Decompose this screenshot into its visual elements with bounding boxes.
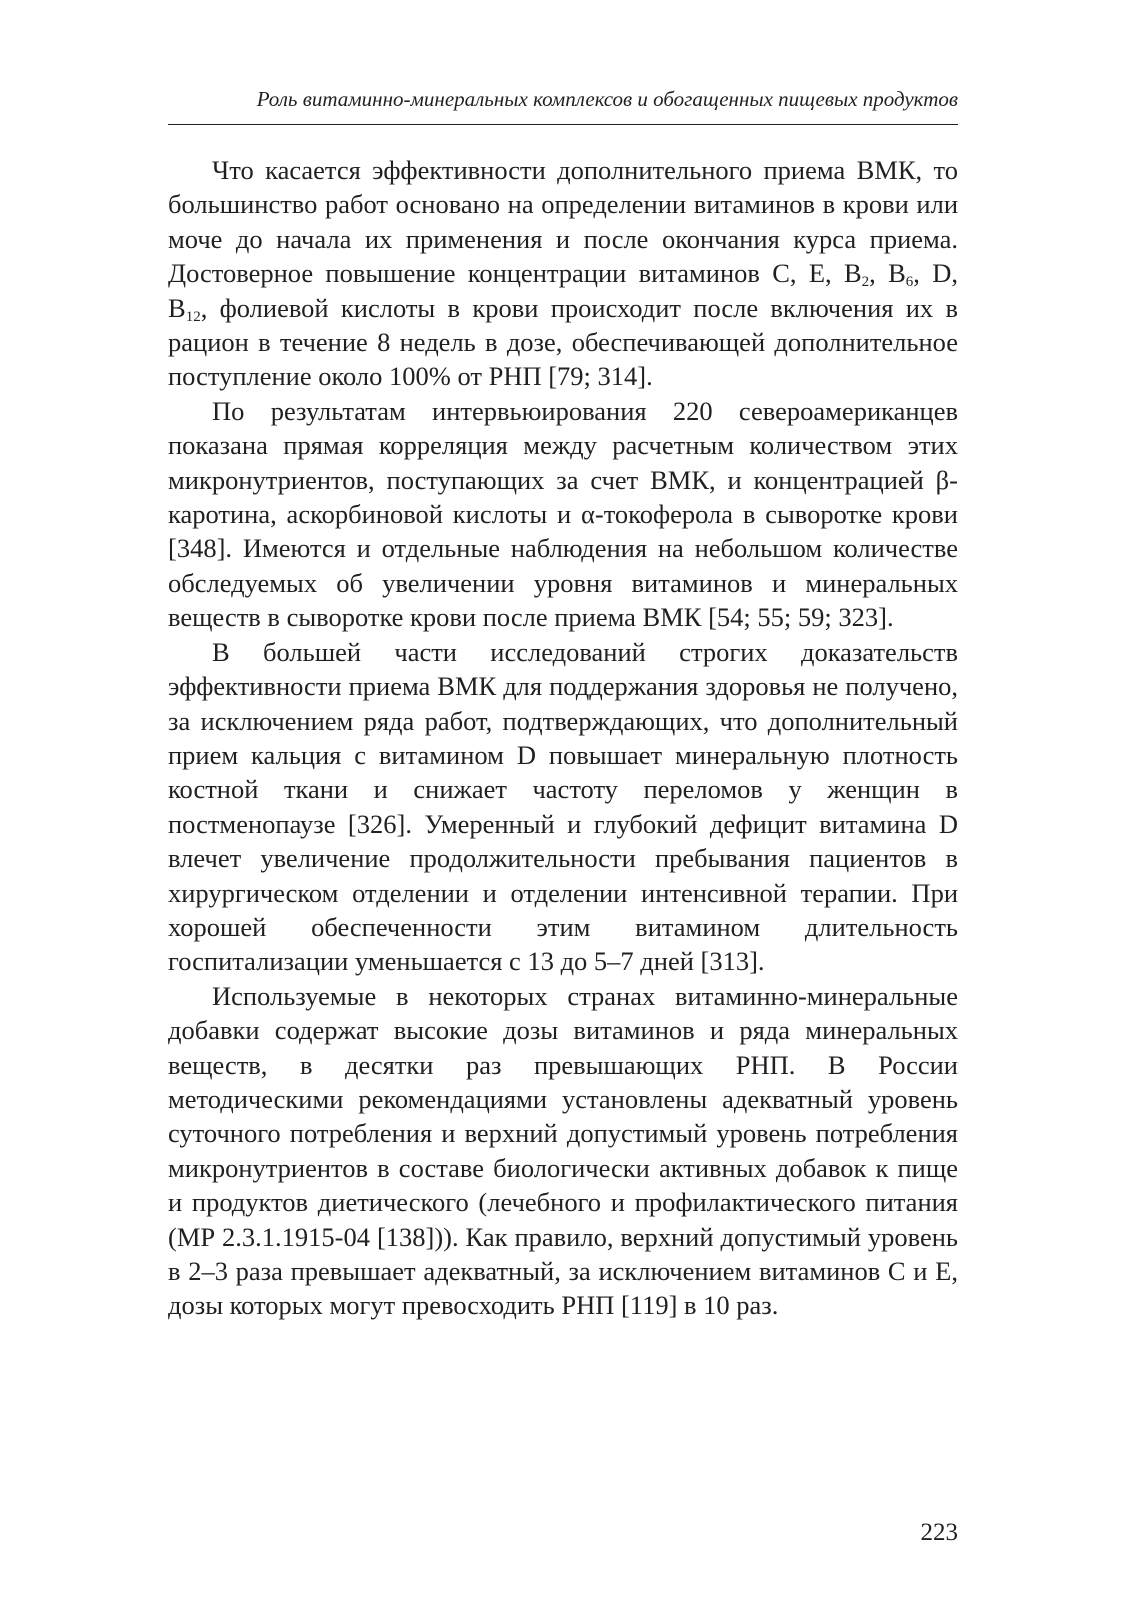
p1-text-start: Что касается эффективности дополнительного приема ВМК, то большинство работ основано на определении витаминов в крови или моче до начала их применения и после окончания курса приема. Достоверное повышение концентрации витаминов С, Е, В xyxy=(168,155,958,289)
p1-subscript-b6: 6 xyxy=(905,274,914,291)
p1-text-mid2: , D, В xyxy=(168,258,959,323)
p1-text-mid1: , В xyxy=(869,258,906,289)
body-text xyxy=(168,153,958,1323)
header-divider xyxy=(168,124,958,125)
p1-subscript-b2: 2 xyxy=(861,274,870,291)
paragraph-1 xyxy=(168,153,958,394)
page-number: 223 xyxy=(920,1519,958,1546)
p1-text-end: , фолиевой кислоты в крови происходит после включения их в рацион в течение 8 недель в дозе, обеспечивающей дополнительное поступление около 100% от РНП [79; 314]. xyxy=(168,292,958,392)
paragraph-3: В большей части исследований строгих доказательств эффективности приема ВМК для поддержания здоровья не получено, за исключением ряда работ, подтверждающих, что дополнительный прием кальция с витамином D повышает минеральную плотность костной ткани и снижает частоту переломов у женщин в постменопаузе [326]. Умеренный и глубокий дефицит витамина D влечет увеличение продолжительности пребывания пациентов в хирургическом отделении и отделении интенсивной терапии. При хорошей обеспеченности этим витамином длительность госпитализации уменьшается с 13 до 5–7 дней [313]. xyxy=(168,636,958,977)
paragraph-4: Используемые в некоторых странах витаминно-минеральные добавки содержат высокие дозы витаминов и ряда минеральных веществ, в десятки раз превышающих РНП. В России методическими рекомендациями установлены адекватный уровень суточного потребления и верхний допустимый уровень потребления микронутриентов в составе биологически активных добавок к пище и продуктов диетического (лечебного и профилактического питания (МР 2.3.1.1915-04 [138])). Как правило, верхний допустимый уровень в 2–3 раза превышает адекватный, за исключением витаминов С и Е, дозы которых могут превосходить РНП [119] в 10 раз. xyxy=(168,980,958,1321)
running-header: Роль витаминно-минеральных комплексов и обогащенных пищевых продуктов xyxy=(256,87,958,111)
p1-subscript-b12: 12 xyxy=(185,308,201,325)
paragraph-2: По результатам интервьюирования 220 североамериканцев показана прямая корреляция между расчетным количеством этих микронутриентов, поступающих за счет ВМК, и концентрацией β-каротина, аскорбиновой кислоты и α-токоферола в сыворотке крови [348]. Имеются и отдельные наблюдения на небольшом количестве обследуемых об увеличении уровня витаминов и минеральных веществ в сыворотке крови после приема ВМК [54; 55; 59; 323]. xyxy=(168,395,958,633)
